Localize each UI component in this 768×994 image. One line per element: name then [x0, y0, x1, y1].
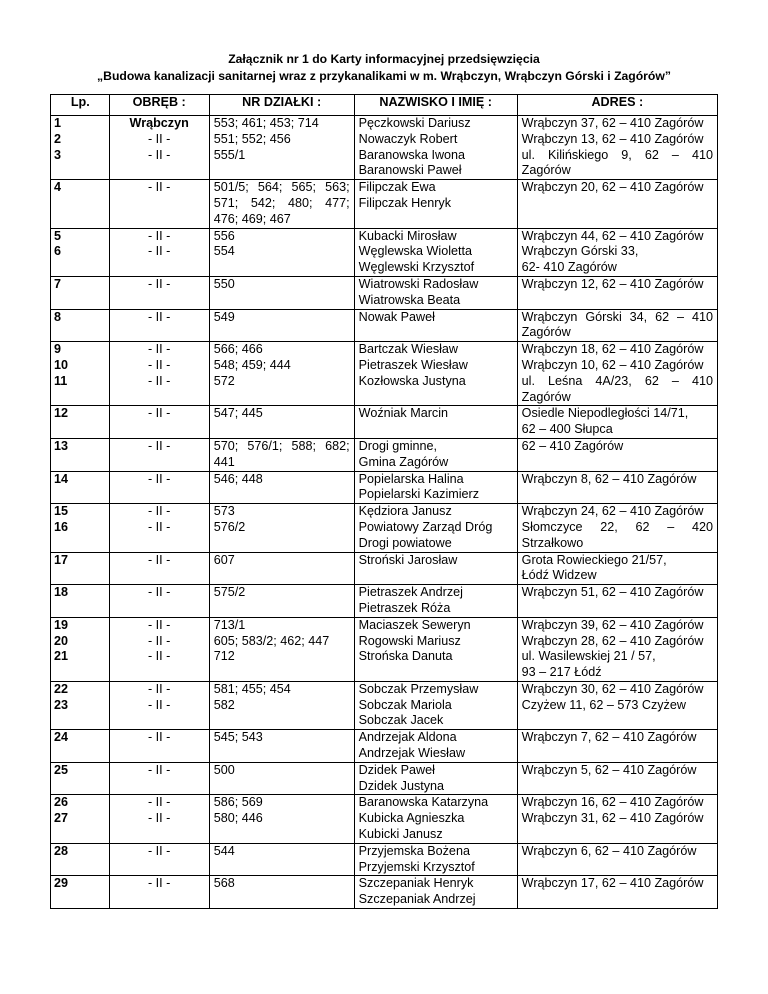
cell-lp: [51, 309, 110, 342]
cell-obreb-text: - II -: [147, 373, 171, 388]
cell-nazwisko: [354, 843, 517, 876]
cell-nazwisko: [354, 471, 517, 504]
cell-adres-text: 62 – 410 Zagórów: [521, 438, 624, 453]
cell-lp-text: 1: [54, 116, 62, 130]
cell-obreb: [109, 552, 209, 585]
cell-dzialki: [209, 406, 354, 439]
cell-adres-text: Wrąbczyn 31, 62 – 410 Zagórów: [521, 811, 704, 826]
table-row: [51, 504, 718, 552]
cell-dzialki: [209, 116, 354, 180]
cell-dzialki: [209, 276, 354, 309]
cell-adres-text: Wrąbczyn 18, 62 – 410 Zagórów: [521, 342, 704, 357]
cell-nazwisko-text: Przyjemska Bożena: [358, 843, 470, 858]
cell-lp-text: 12: [54, 406, 69, 421]
cell-obreb-text: - II -: [147, 811, 171, 826]
cell-lp-text: 2: [54, 131, 62, 146]
cell-dzialki-text: 570; 576/1; 588; 682; 441: [213, 438, 350, 469]
cell-adres-text: Wrąbczyn 7, 62 – 410 Zagórów: [521, 730, 697, 745]
document-title: Załącznik nr 1 do Karty informacyjnej przedsięwzięcia: [228, 52, 540, 66]
cell-adres: [517, 617, 717, 681]
cell-adres: [517, 228, 717, 276]
cell-nazwisko-text: Baranowska Katarzyna: [358, 795, 489, 810]
cell-lp: [51, 438, 110, 471]
cell-dzialki: [209, 617, 354, 681]
cell-nazwisko-text: Strońska Danuta: [358, 649, 453, 664]
cell-adres: [517, 504, 717, 552]
cell-dzialki-text: 581; 455; 454: [213, 681, 291, 696]
cell-lp: [51, 471, 110, 504]
cell-nazwisko: [354, 228, 517, 276]
cell-dzialki: [209, 471, 354, 504]
cell-obreb: [109, 180, 209, 228]
cell-nazwisko-text: Szczepaniak Andrzej: [358, 892, 476, 907]
cell-nazwisko-text: Kubicka Agnieszka: [358, 811, 465, 826]
cell-lp-text: 17: [54, 552, 69, 567]
cell-adres-text: ul. Leśna 4A/23, 62 – 410 Zagórów: [521, 373, 713, 404]
document-subtitle: „Budowa kanalizacji sanitarnej wraz z przykanalikami w m. Wrąbczyn, Wrąbczyn Górski i Zagórów”: [97, 69, 671, 83]
cell-adres-text: Grota Rowieckiego 21/57,: [521, 552, 667, 567]
cell-dzialki-text: 545; 543: [213, 730, 263, 745]
cell-nazwisko-text: Rogowski Mariusz: [358, 633, 461, 648]
cell-adres-text: 93 – 217 Łódź: [521, 665, 602, 680]
cell-adres: [517, 116, 717, 180]
cell-dzialki: [209, 438, 354, 471]
cell-nazwisko-text: Stroński Jarosław: [358, 552, 458, 567]
cell-obreb: [109, 730, 209, 763]
cell-nazwisko-text: Powiatowy Zarząd Dróg: [358, 519, 493, 534]
cell-lp: [51, 504, 110, 552]
cell-lp: [51, 228, 110, 276]
cell-adres-text: Czyżew 11, 62 – 573 Czyżew: [521, 697, 686, 712]
cell-obreb-text: - II -: [147, 795, 171, 810]
cell-dzialki: [209, 552, 354, 585]
cell-adres-text: Wrąbczyn 5, 62 – 410 Zagórów: [521, 762, 697, 777]
cell-obreb: [109, 342, 209, 406]
cell-lp: [51, 681, 110, 729]
cell-dzialki-text: 576/2: [213, 519, 246, 534]
cell-obreb-text: - II -: [147, 342, 171, 357]
cell-dzialki: [209, 762, 354, 795]
cell-obreb: [109, 843, 209, 876]
cell-adres: [517, 730, 717, 763]
cell-adres: [517, 276, 717, 309]
cell-dzialki: [209, 843, 354, 876]
col-header-nazwisko: NAZWISKO I IMIĘ :: [354, 95, 517, 116]
cell-nazwisko-text: Sobczak Przemysław: [358, 681, 479, 696]
cell-adres: [517, 471, 717, 504]
cell-obreb: [109, 795, 209, 843]
cell-dzialki-text: 712: [213, 649, 235, 664]
cell-obreb: [109, 681, 209, 729]
owners-table: [50, 94, 718, 909]
cell-nazwisko: [354, 585, 517, 618]
col-header-adres: ADRES :: [517, 95, 717, 116]
cell-nazwisko-text: Popielarski Kazimierz: [358, 487, 480, 502]
cell-nazwisko: [354, 180, 517, 228]
cell-dzialki-text: 549: [213, 309, 235, 324]
table-row: [51, 342, 718, 406]
cell-lp: [51, 180, 110, 228]
cell-lp-text: 13: [54, 438, 69, 453]
cell-adres-text: Wrąbczyn 30, 62 – 410 Zagórów: [521, 681, 704, 696]
cell-lp-text: 22: [54, 681, 69, 696]
cell-adres-text: ul. Kilińskiego 9, 62 – 410 Zagórów: [521, 147, 713, 178]
col-header-obreb: OBRĘB :: [109, 95, 209, 116]
cell-nazwisko: [354, 795, 517, 843]
cell-obreb-text: - II -: [147, 357, 171, 372]
cell-dzialki: [209, 795, 354, 843]
cell-adres: [517, 180, 717, 228]
cell-obreb-text: - II -: [147, 681, 171, 696]
cell-lp-text: 18: [54, 585, 69, 600]
cell-lp: [51, 276, 110, 309]
cell-lp: [51, 116, 110, 180]
cell-obreb: [109, 406, 209, 439]
cell-lp-text: 4: [54, 180, 62, 195]
cell-nazwisko-text: Kędziora Janusz: [358, 504, 452, 519]
cell-dzialki-text: 566; 466: [213, 342, 263, 357]
cell-adres: [517, 762, 717, 795]
cell-obreb: [109, 438, 209, 471]
cell-dzialki-text: 547; 445: [213, 406, 263, 421]
cell-nazwisko-text: Wiatrowski Radosław: [358, 276, 479, 291]
cell-nazwisko-text: Drogi gminne,: [358, 438, 438, 453]
cell-adres-text: Wrąbczyn 8, 62 – 410 Zagórów: [521, 471, 697, 486]
cell-nazwisko-text: Przyjemski Krzysztof: [358, 859, 475, 874]
table-row: [51, 438, 718, 471]
cell-nazwisko-text: Drogi powiatowe: [358, 535, 452, 550]
cell-obreb: [109, 309, 209, 342]
cell-nazwisko: [354, 438, 517, 471]
cell-dzialki: [209, 681, 354, 729]
cell-nazwisko: [354, 276, 517, 309]
cell-lp-text: 21: [54, 649, 69, 664]
table-body: [51, 116, 718, 909]
cell-adres: [517, 438, 717, 471]
cell-nazwisko-text: Filipczak Ewa: [358, 180, 436, 195]
cell-nazwisko: [354, 504, 517, 552]
cell-nazwisko: [354, 617, 517, 681]
cell-lp-text: 3: [54, 147, 62, 162]
cell-nazwisko-text: Węglewska Wioletta: [358, 244, 473, 259]
cell-adres-text: ul. Wasilewskiej 21 / 57,: [521, 649, 656, 664]
table-row: [51, 116, 718, 180]
cell-lp: [51, 795, 110, 843]
cell-nazwisko-text: Kozłowska Justyna: [358, 373, 466, 388]
cell-dzialki: [209, 730, 354, 763]
cell-obreb: [109, 116, 209, 180]
cell-dzialki-text: 500: [213, 762, 235, 777]
table-row: [51, 762, 718, 795]
col-header-dzialki: NR DZIAŁKI :: [209, 95, 354, 116]
table-row: [51, 552, 718, 585]
cell-obreb-text: - II -: [147, 730, 171, 745]
cell-lp: [51, 843, 110, 876]
cell-lp-text: 28: [54, 843, 69, 858]
cell-obreb-text: - II -: [147, 131, 171, 146]
cell-lp-text: 14: [54, 471, 69, 486]
table-row: [51, 730, 718, 763]
cell-nazwisko-text: Wiatrowska Beata: [358, 292, 461, 307]
cell-adres-text: Wrąbczyn 44, 62 – 410 Zagórów: [521, 228, 704, 243]
cell-obreb-text: - II -: [147, 697, 171, 712]
cell-obreb-text: - II -: [147, 649, 171, 664]
cell-dzialki: [209, 585, 354, 618]
cell-lp-text: 7: [54, 276, 62, 291]
cell-dzialki-text: 546; 448: [213, 471, 263, 486]
cell-obreb-text: - II -: [147, 276, 171, 291]
cell-lp: [51, 730, 110, 763]
cell-nazwisko-text: Nowak Paweł: [358, 309, 435, 324]
cell-adres-text: Wrąbczyn 28, 62 – 410 Zagórów: [521, 633, 704, 648]
cell-lp-text: 25: [54, 762, 69, 777]
cell-dzialki-text: 551; 552; 456: [213, 131, 291, 146]
cell-lp: [51, 762, 110, 795]
cell-nazwisko-text: Andrzejak Aldona: [358, 730, 457, 745]
cell-lp: [51, 617, 110, 681]
table-row: [51, 228, 718, 276]
cell-nazwisko-text: Popielarska Halina: [358, 471, 464, 486]
table-row: [51, 617, 718, 681]
cell-nazwisko: [354, 762, 517, 795]
cell-dzialki-text: 582: [213, 697, 235, 712]
cell-adres: [517, 876, 717, 909]
cell-obreb-text: - II -: [147, 438, 171, 453]
cell-obreb-text: - II -: [147, 244, 171, 259]
cell-adres-text: Wrąbczyn Górski 34, 62 – 410 Zagórów: [521, 309, 713, 340]
cell-obreb: [109, 585, 209, 618]
cell-adres-text: Wrąbczyn 17, 62 – 410 Zagórów: [521, 876, 704, 891]
table-header-row: [51, 95, 718, 116]
cell-obreb-text: - II -: [147, 147, 171, 162]
cell-dzialki-text: 554: [213, 244, 235, 259]
table-row: [51, 309, 718, 342]
cell-adres-text: Łódź Widzew: [521, 568, 597, 583]
cell-nazwisko-text: Filipczak Henryk: [358, 195, 452, 210]
cell-adres: [517, 585, 717, 618]
cell-lp-text: 23: [54, 697, 69, 712]
table-row: [51, 876, 718, 909]
cell-dzialki-text: 573: [213, 504, 235, 519]
cell-lp-text: 29: [54, 876, 69, 891]
cell-obreb-text: - II -: [147, 843, 171, 858]
cell-adres-text: Wrąbczyn 10, 62 – 410 Zagórów: [521, 357, 704, 372]
table-row: [51, 471, 718, 504]
cell-nazwisko-text: Bartczak Wiesław: [358, 342, 459, 357]
cell-dzialki-text: 550: [213, 276, 235, 291]
cell-dzialki: [209, 309, 354, 342]
cell-lp: [51, 406, 110, 439]
cell-nazwisko-text: Baranowska Iwona: [358, 147, 466, 162]
cell-lp-text: 27: [54, 811, 69, 826]
cell-adres-text: Wrąbczyn 24, 62 – 410 Zagórów: [521, 504, 704, 519]
cell-adres-text: Wrąbczyn 12, 62 – 410 Zagórów: [521, 276, 704, 291]
cell-dzialki-text: 605; 583/2; 462; 447: [213, 633, 330, 648]
cell-dzialki-text: 572: [213, 373, 235, 388]
table-row: [51, 180, 718, 228]
cell-lp-text: 6: [54, 244, 62, 259]
table-row: [51, 585, 718, 618]
cell-nazwisko-text: Andrzejak Wiesław: [358, 746, 466, 761]
cell-nazwisko-text: Maciaszek Seweryn: [358, 617, 471, 632]
cell-nazwisko: [354, 406, 517, 439]
cell-dzialki: [209, 876, 354, 909]
cell-nazwisko-text: Węglewski Krzysztof: [358, 260, 475, 275]
cell-dzialki-text: 580; 446: [213, 811, 263, 826]
cell-adres-text: Wrąbczyn Górski 33,: [521, 244, 639, 259]
cell-obreb: [109, 762, 209, 795]
cell-nazwisko-text: Pęczkowski Dariusz: [358, 116, 471, 130]
cell-obreb-text: Wrąbczyn: [129, 116, 189, 130]
cell-dzialki-text: 713/1: [213, 617, 246, 632]
cell-nazwisko-text: Pietraszek Andrzej: [358, 585, 463, 600]
cell-obreb-text: - II -: [147, 552, 171, 567]
cell-obreb: [109, 228, 209, 276]
cell-adres: [517, 843, 717, 876]
cell-adres: [517, 552, 717, 585]
cell-lp-text: 5: [54, 228, 62, 243]
cell-obreb-text: - II -: [147, 585, 171, 600]
cell-nazwisko-text: Dzidek Justyna: [358, 778, 445, 793]
cell-obreb: [109, 471, 209, 504]
cell-adres-text: Wrąbczyn 20, 62 – 410 Zagórów: [521, 180, 704, 195]
cell-adres: [517, 795, 717, 843]
cell-lp-text: 10: [54, 357, 69, 372]
cell-nazwisko: [354, 309, 517, 342]
cell-dzialki: [209, 504, 354, 552]
cell-lp-text: 24: [54, 730, 69, 745]
cell-lp-text: 15: [54, 504, 69, 519]
cell-dzialki-text: 607: [213, 552, 235, 567]
cell-nazwisko: [354, 342, 517, 406]
cell-adres-text: Wrąbczyn 6, 62 – 410 Zagórów: [521, 843, 697, 858]
cell-obreb-text: - II -: [147, 876, 171, 891]
cell-adres: [517, 681, 717, 729]
cell-adres-text: Osiedle Niepodległości 14/71,: [521, 406, 689, 421]
cell-nazwisko: [354, 730, 517, 763]
cell-obreb-text: - II -: [147, 309, 171, 324]
table-row: [51, 276, 718, 309]
cell-adres-text: Wrąbczyn 16, 62 – 410 Zagórów: [521, 795, 704, 810]
cell-obreb-text: - II -: [147, 504, 171, 519]
cell-nazwisko-text: Pietraszek Róża: [358, 600, 451, 615]
cell-lp-text: 8: [54, 309, 62, 324]
cell-adres-text: Wrąbczyn 39, 62 – 410 Zagórów: [521, 617, 704, 632]
cell-dzialki-text: 553; 461; 453; 714: [213, 116, 319, 130]
cell-dzialki-text: 544: [213, 843, 235, 858]
cell-nazwisko: [354, 552, 517, 585]
cell-obreb-text: - II -: [147, 180, 171, 195]
cell-adres-text: 62 – 400 Słupca: [521, 422, 613, 437]
cell-obreb: [109, 876, 209, 909]
cell-nazwisko-text: Kubicki Janusz: [358, 827, 443, 842]
cell-nazwisko-text: Sobczak Jacek: [358, 713, 444, 728]
cell-dzialki: [209, 180, 354, 228]
cell-obreb-text: - II -: [147, 519, 171, 534]
cell-adres: [517, 309, 717, 342]
cell-nazwisko-text: Pietraszek Wiesław: [358, 357, 468, 372]
cell-adres-text: Wrąbczyn 13, 62 – 410 Zagórów: [521, 131, 704, 146]
cell-adres: [517, 406, 717, 439]
cell-obreb: [109, 276, 209, 309]
cell-obreb-text: - II -: [147, 617, 171, 632]
cell-dzialki: [209, 228, 354, 276]
cell-lp: [51, 342, 110, 406]
cell-lp-text: 16: [54, 519, 69, 534]
cell-adres-text: Wrąbczyn 37, 62 – 410 Zagórów: [521, 116, 704, 130]
cell-nazwisko-text: Woźniak Marcin: [358, 406, 449, 421]
cell-adres: [517, 342, 717, 406]
cell-nazwisko-text: Dzidek Paweł: [358, 762, 435, 777]
cell-dzialki-text: 548; 459; 444: [213, 357, 291, 372]
cell-lp-text: 11: [54, 373, 68, 388]
cell-nazwisko: [354, 876, 517, 909]
cell-dzialki-text: 556: [213, 228, 235, 243]
cell-lp: [51, 552, 110, 585]
cell-lp-text: 20: [54, 633, 69, 648]
table-row: [51, 681, 718, 729]
cell-nazwisko-text: Baranowski Paweł: [358, 163, 462, 178]
cell-adres-text: Słomczyce 22, 62 – 420 Strzałkowo: [521, 519, 713, 550]
table-row: [51, 795, 718, 843]
cell-obreb: [109, 504, 209, 552]
cell-adres-text: Wrąbczyn 51, 62 – 410 Zagórów: [521, 585, 704, 600]
cell-lp: [51, 876, 110, 909]
cell-adres-text: 62- 410 Zagórów: [521, 260, 617, 275]
cell-nazwisko-text: Sobczak Mariola: [358, 697, 452, 712]
cell-nazwisko: [354, 116, 517, 180]
cell-dzialki-text: 555/1: [213, 147, 246, 162]
cell-dzialki-text: 586; 569: [213, 795, 263, 810]
cell-nazwisko-text: Nowaczyk Robert: [358, 131, 458, 146]
cell-nazwisko-text: Szczepaniak Henryk: [358, 876, 474, 891]
cell-nazwisko-text: Kubacki Mirosław: [358, 228, 457, 243]
cell-obreb-text: - II -: [147, 633, 171, 648]
cell-obreb-text: - II -: [147, 471, 171, 486]
cell-lp: [51, 585, 110, 618]
col-header-lp: Lp.: [51, 95, 110, 116]
cell-dzialki-text: 575/2: [213, 585, 246, 600]
cell-obreb-text: - II -: [147, 762, 171, 777]
cell-obreb: [109, 617, 209, 681]
cell-dzialki-text: 568: [213, 876, 235, 891]
cell-obreb-text: - II -: [147, 228, 171, 243]
cell-dzialki: [209, 342, 354, 406]
cell-obreb-text: - II -: [147, 406, 171, 421]
table-row: [51, 406, 718, 439]
cell-nazwisko-text: Gmina Zagórów: [358, 454, 449, 469]
cell-lp-text: 26: [54, 795, 69, 810]
table-row: [51, 843, 718, 876]
cell-nazwisko: [354, 681, 517, 729]
cell-lp-text: 19: [54, 617, 69, 632]
cell-dzialki-text: 501/5; 564; 565; 563; 571; 542; 480; 477; 476; 469; 467: [213, 180, 350, 226]
cell-lp-text: 9: [54, 342, 62, 357]
